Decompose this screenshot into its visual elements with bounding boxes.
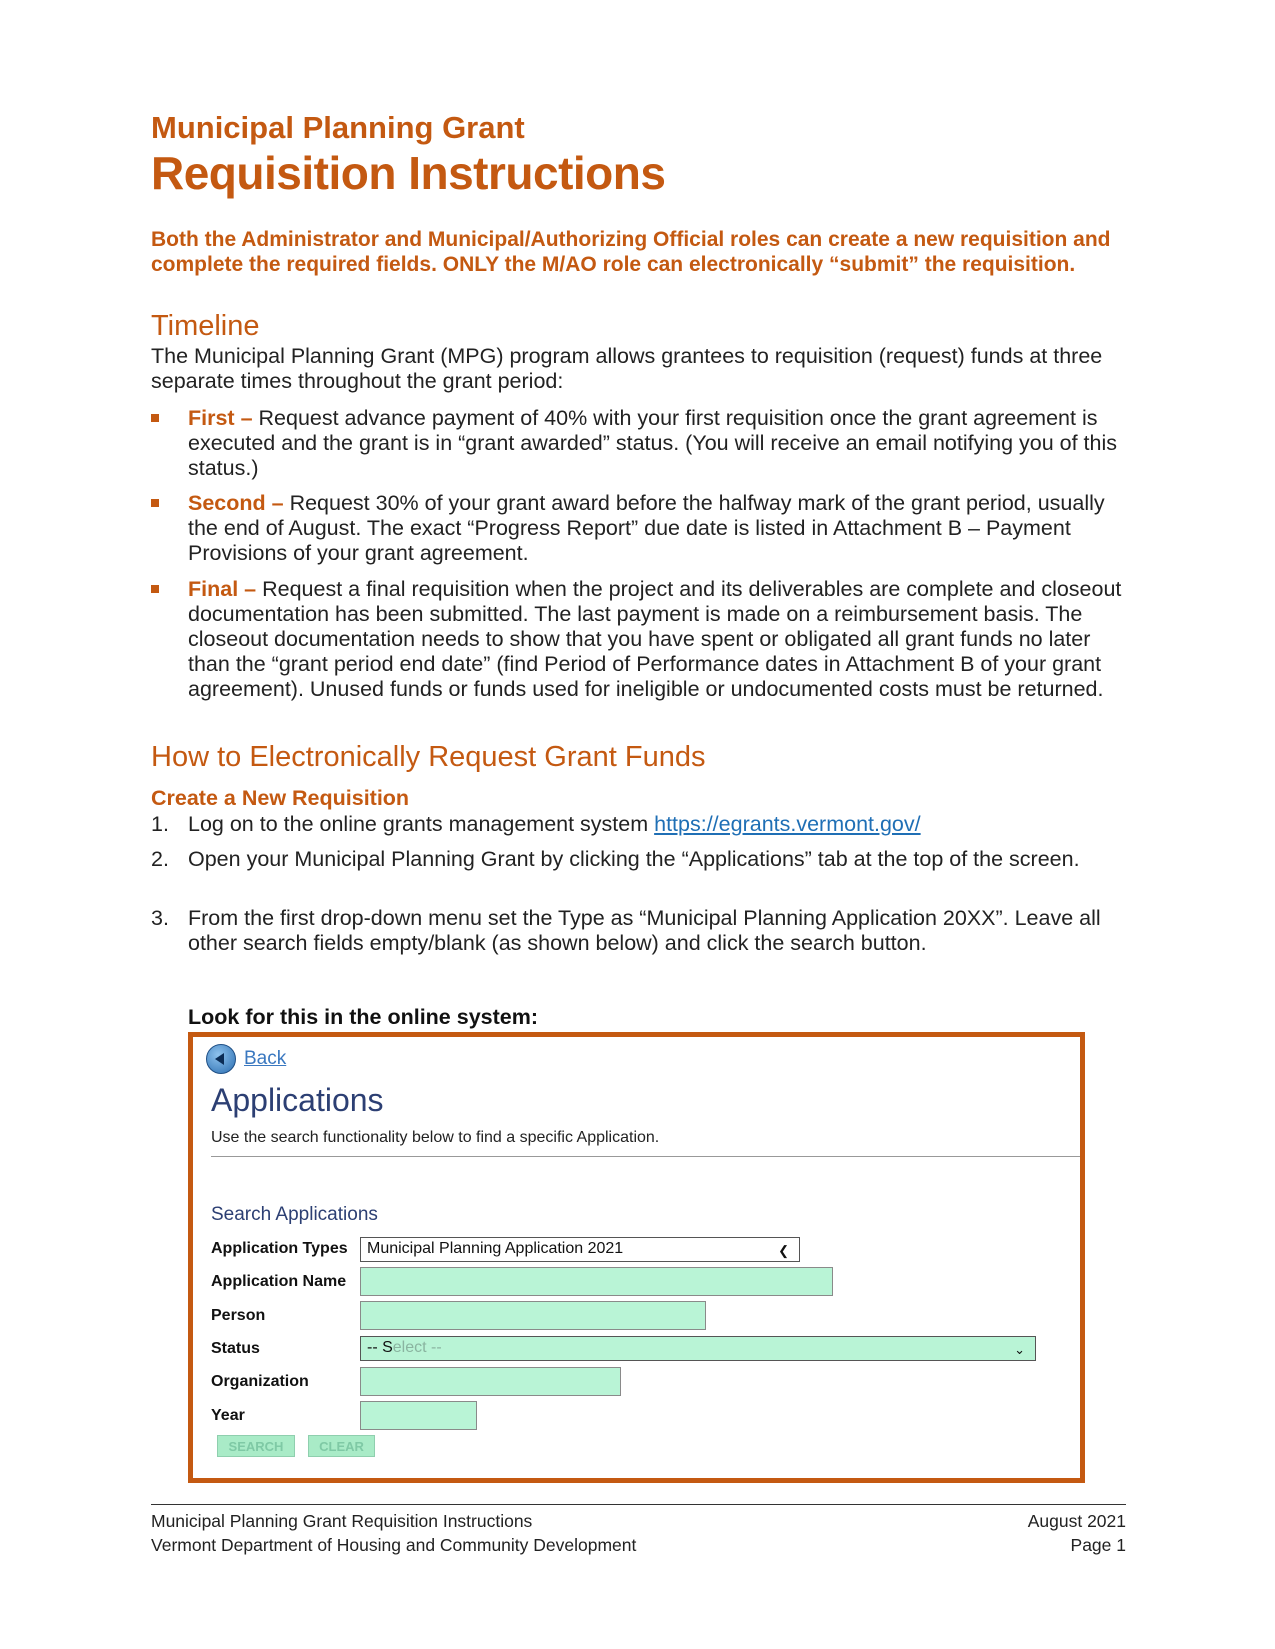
chevron-down-icon: ❮ (778, 1243, 789, 1258)
application-types-label: Application Types (211, 1240, 348, 1257)
back-link[interactable] (206, 1044, 286, 1074)
footer-document-name: Municipal Planning Grant Requisition Instructions (151, 1511, 533, 1531)
clear-button[interactable]: CLEAR (308, 1435, 375, 1457)
square-bullet-icon (151, 585, 159, 593)
footer-divider (151, 1504, 1126, 1505)
organization-label: Organization (211, 1373, 309, 1390)
footer-department: Vermont Department of Housing and Community Development (151, 1535, 637, 1555)
how-to-heading: How to Electronically Request Grant Funds (151, 741, 706, 773)
search-button[interactable]: SEARCH (217, 1435, 295, 1457)
bullet-text: Request a final requisition when the project and its deliverables are complete and closeout documentation has been submitted. The last payment is made on a reimbursement basis. The closeout documentation needs to show that you have spent or obligated all grant funds no later than the “grant period end date” (find Period of Performance dates in Attachment B of your grant agreement). Unused funds or funds used for ineligible or undocumented costs must be returned. (188, 577, 1122, 701)
organization-input[interactable] (360, 1367, 621, 1396)
document-supertitle: Municipal Planning Grant (151, 110, 525, 145)
bullet-text: Request 30% of your grant award before the halfway mark of the grant period, usually the end of August. The exact “Progress Report” due date is listed in Attachment B – Payment Provisions of your grant agreement. (188, 491, 1105, 565)
step-text: Open your Municipal Planning Grant by clicking the “Applications” tab at the top of the screen. (188, 847, 1080, 871)
intro-paragraph: Both the Administrator and Municipal/Authorizing Official roles can create a new requisition and complete the required fields. ONLY the M/AO role can electronically “submit” the requisition. (151, 228, 1111, 276)
step-number: 2. (151, 847, 169, 871)
step-text: Log on to the online grants management system (188, 812, 655, 836)
search-applications-title: Search Applications (211, 1204, 378, 1225)
status-select[interactable] (360, 1336, 1036, 1361)
document-title: Requisition Instructions (151, 147, 666, 199)
back-arrow-icon (206, 1044, 236, 1074)
application-name-label: Application Name (211, 1273, 347, 1290)
chevron-down-icon: ⌄ (1014, 1342, 1025, 1357)
footer-page-number: Page 1 (1070, 1535, 1126, 1555)
person-label: Person (211, 1307, 266, 1324)
footer-date: August 2021 (1027, 1511, 1126, 1531)
application-name-input[interactable] (360, 1267, 833, 1296)
timeline-heading: Timeline (151, 310, 260, 342)
status-prefix: -- S (367, 1339, 393, 1356)
status-placeholder: elect -- (392, 1339, 442, 1356)
application-types-select[interactable] (360, 1237, 800, 1262)
step-number: 1. (151, 812, 169, 836)
egrants-link[interactable]: https://egrants.vermont.gov/ (654, 812, 921, 836)
application-types-value: Municipal Planning Application 2021 (367, 1240, 624, 1257)
status-label: Status (211, 1340, 260, 1357)
create-requisition-subheading: Create a New Requisition (151, 786, 410, 810)
applications-subtitle: Use the search functionality below to find a specific Application. (211, 1129, 660, 1146)
year-input[interactable] (360, 1401, 477, 1430)
footer-right (1028, 1509, 1126, 1557)
bullet-lead: Second – (188, 491, 284, 515)
look-for-caption: Look for this in the online system: (188, 1005, 539, 1029)
back-label: Back (244, 1048, 287, 1069)
bullet-lead: First – (188, 406, 253, 430)
person-input[interactable] (360, 1301, 706, 1330)
step-number: 3. (151, 906, 169, 930)
bullet-lead: Final – (188, 577, 257, 601)
year-label: Year (211, 1407, 245, 1424)
step-text: From the first drop-down menu set the Type as “Municipal Planning Application 20XX”. Leave all other search fields empty/blank (as shown below) and click the search button. (188, 906, 1101, 955)
footer-left (151, 1509, 636, 1557)
bullet-text: Request advance payment of 40% with your first requisition once the grant agreement is executed and the grant is in “grant awarded” status. (You will receive an email notifying you of this status.) (188, 406, 1117, 480)
divider (211, 1156, 1081, 1157)
embedded-screenshot (188, 1032, 1085, 1483)
square-bullet-icon (151, 499, 159, 507)
timeline-text: The Municipal Planning Grant (MPG) program allows grantees to requisition (request) funds at three separate times throughout the grant period: (151, 344, 1103, 393)
square-bullet-icon (151, 414, 159, 422)
applications-title: Applications (211, 1082, 384, 1118)
